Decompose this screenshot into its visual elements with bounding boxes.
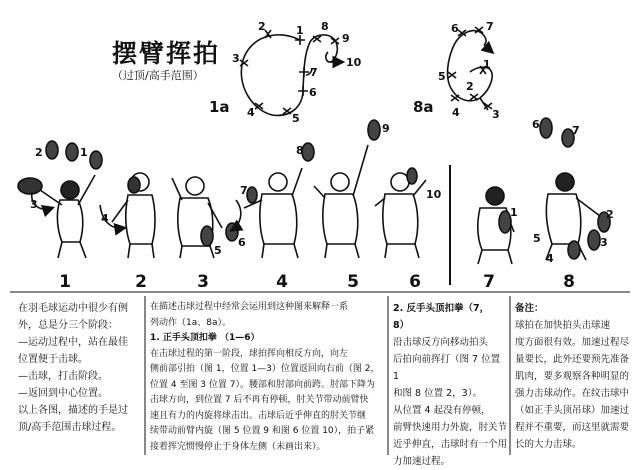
text-line: 外，总是分三个阶段： [18, 320, 118, 331]
text-line: 量要长，此外还要预先准备 [515, 354, 630, 365]
fig1a-marker-7: 7 [310, 66, 318, 79]
text-line: 速且有力的内旋将球击出。击球后近乎伸直的肘关节继 [150, 410, 367, 421]
fig1a-marker-4: 4 [247, 106, 255, 119]
s3-marker-4: 4 [101, 212, 109, 225]
s8-marker-6: 6 [532, 118, 540, 131]
fig8a-marker-4: 4 [452, 106, 460, 119]
s8-marker-4: 4 [546, 252, 554, 265]
text-column-2 [150, 300, 384, 455]
text-line: 度方面很有效。加速过程尽 [515, 337, 630, 348]
s7-marker-1: 1 [510, 206, 518, 219]
step-number-6: 6 [409, 272, 421, 292]
text-line: 续带动前臂内旋（图 5 位置 9 和图 6 位置 10），拍子紧 [150, 426, 375, 436]
fig1a-marker-2: 2 [258, 20, 266, 33]
text-line: 球拍在加快拍头击球速 [515, 320, 611, 331]
text-column-1 [18, 300, 140, 436]
text-line: 侧前部引拍（图 1，位置 1—3）位置返回向右前（图 2， [150, 364, 380, 374]
s3-marker-6: 6 [238, 236, 246, 249]
fig1a-marker-6: 6 [309, 86, 317, 99]
s8-marker-5: 5 [533, 232, 541, 245]
text-line: —返回到中心位置。 [18, 388, 108, 399]
figure-5 [314, 120, 380, 258]
step-number-8: 8 [563, 272, 575, 292]
page-subtitle: （过顶/高手范围） [112, 69, 204, 82]
text-line: 在描述击球过程中经常会运用到这种图来解释一系 [150, 302, 349, 312]
s8-marker-2: 2 [606, 208, 614, 221]
fig8a-label: 8a [413, 98, 434, 116]
fig8a-marker-7: 7 [486, 20, 494, 33]
text-line: 长的大力击球。 [515, 439, 582, 450]
text-line: 和图 8 位置 2，3）。 [393, 388, 482, 399]
text-line: —运动过程中，站在最佳 [18, 337, 128, 348]
s8-marker-3: 3 [600, 236, 608, 249]
fig8a-marker-1: 1 [483, 58, 491, 71]
text-line: 以上各图，描述的手是过 [18, 405, 128, 416]
step-number-1: 1 [59, 272, 71, 292]
s4-marker-7: 7 [240, 184, 248, 197]
fig8a-marker-2: 2 [466, 80, 474, 93]
s8-marker-7: 7 [572, 124, 580, 137]
s6-marker-10: 10 [426, 188, 442, 201]
page-title: 摆臂挥拍 [112, 39, 221, 68]
text-line: 强力击球动作。在纹击球中 [515, 388, 630, 399]
text-line: 力加速过程。 [393, 456, 451, 467]
section-heading: 1. 正手头顶扣拳 （1—6） [150, 333, 260, 343]
step-number-2: 2 [135, 272, 147, 292]
fig1a-marker-10: 10 [346, 56, 362, 69]
text-line: 列动作（1a、8a）。 [150, 317, 231, 328]
text-line: 沿击球反方向移动拍头 [393, 337, 489, 348]
text-column-3 [393, 300, 507, 470]
text-line: —击球，打击阶段。 [18, 371, 108, 382]
fig8a-marker-6: 6 [451, 22, 459, 35]
figure-3 [172, 177, 241, 258]
section-heading: 2. 反手头顶扣拳（7， [393, 303, 490, 314]
text-line: （如正手头顶吊球）加速过 [515, 405, 630, 416]
text-line: 程并不重要，而这里就需要 [515, 422, 630, 433]
fig1a-label: 1a [209, 98, 230, 116]
step-number-5: 5 [347, 272, 359, 292]
s1-marker-3: 3 [30, 198, 38, 211]
fig1a-marker-3: 3 [232, 52, 240, 65]
fig1a-marker-5: 5 [292, 112, 300, 125]
fig1a-marker-9: 9 [342, 32, 350, 45]
text-line: 近乎伸直，击球时有一个用 [393, 439, 508, 450]
text-line: 前臂快速用力外旋，肘关节 [393, 422, 508, 433]
text-line: 肌肉，要多观察各种明显的 [515, 371, 630, 382]
text-line: 在击球过程的第一阶段，球拍挥向相反方向，向左 [150, 348, 349, 359]
text-line: 从位置 4 起没有停顿， [393, 405, 491, 416]
s3-marker-5: 5 [214, 244, 222, 257]
s1-marker-1: 1 [80, 146, 88, 159]
section-heading: 8） [393, 320, 410, 331]
step-number-3: 3 [197, 272, 209, 292]
text-line: 位置 4 至图 3 位置 7）。腰部和肘部向前跨。肘部下降为 [150, 379, 375, 390]
figure-4 [244, 143, 314, 258]
step-number-4: 4 [276, 272, 288, 292]
text-line: 位置便于击球。 [18, 354, 88, 365]
fig1a-marker-1: 1 [296, 24, 304, 37]
fig8a-marker-5: 5 [438, 70, 446, 83]
fig8a-marker-3: 3 [492, 108, 500, 121]
step-number-7: 7 [483, 272, 495, 292]
text-column-4 [515, 300, 637, 453]
figure-7 [478, 187, 514, 264]
text-line: 击球方向，到位置 7 后不再有停顿，肘关节带动前臂快 [150, 395, 369, 405]
s1-marker-2: 2 [35, 146, 43, 159]
text-line: 接着挥完惯慢停止于身体左侧（未画出来）。 [150, 441, 326, 452]
text-line: 顶/高手范围击球过程。 [18, 422, 122, 433]
figure-6 [375, 168, 426, 258]
text-line: 在羽毛球运动中很少有例 [18, 303, 128, 314]
section-heading: 备注： [515, 303, 544, 314]
fig1a-marker-8: 8 [321, 20, 329, 33]
s5-marker-9: 9 [382, 122, 390, 135]
text-line: 后拍向前挥打（图 7 位置 1 [393, 354, 501, 382]
s4-marker-8: 8 [296, 144, 304, 157]
